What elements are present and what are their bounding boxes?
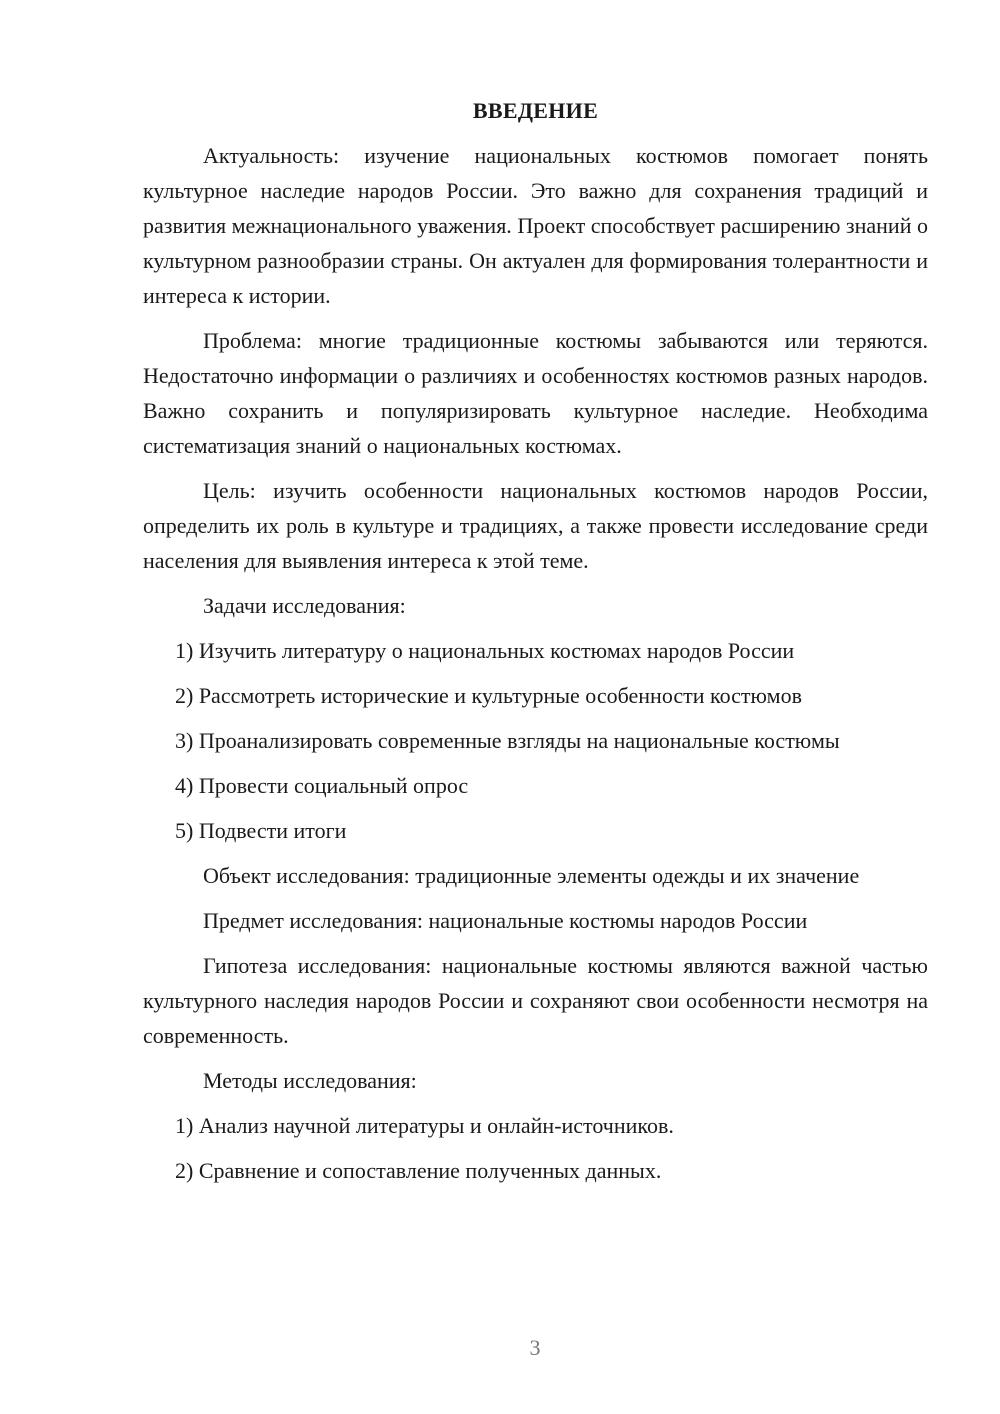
problem-paragraph: Проблема: многие традиционные костюмы забываются или теряются. Недостаточно информации о различиях и особенностях костюмов разных народов. Важно сохранить и популяризировать культурное наследие. Необходима систематизация знаний о национальных костюмах. <box>143 328 928 458</box>
task-item: 4) Провести социальный опрос <box>175 773 469 798</box>
task-item: 5) Подвести итоги <box>175 818 347 843</box>
task-item: 3) Проанализировать современные взгляды на национальные костюмы <box>175 728 840 753</box>
methods-heading: Методы исследования: <box>203 1068 417 1093</box>
task-item: 2) Рассмотреть исторические и культурные особенности костюмов <box>175 683 802 708</box>
subject-paragraph: Предмет исследования: национальные костюмы народов России <box>203 908 808 933</box>
relevance-paragraph: Актуальность: изучение национальных костюмов помогает понять культурное наследие народов России. Это важно для сохранения традиций и развития межнационального уважения. Проект способствует расширению знаний о культурном разнообразии страны. Он актуален для формирования толерантности и интереса к истории. <box>143 143 928 308</box>
section-title: ВВЕДЕНИЕ <box>472 98 599 123</box>
tasks-heading: Задачи исследования: <box>203 593 406 618</box>
document-page <box>143 96 928 1198</box>
method-item: 1) Анализ научной литературы и онлайн-источников. <box>175 1113 674 1138</box>
goal-paragraph: Цель: изучить особенности национальных костюмов народов России, определить их роль в культуре и традициях, а также провести исследование среди населения для выявления интереса к этой теме. <box>143 478 928 573</box>
object-paragraph: Объект исследования: традиционные элементы одежды и их значение <box>203 863 860 888</box>
method-item: 2) Сравнение и сопоставление полученных данных. <box>175 1158 662 1183</box>
task-item: 1) Изучить литературу о национальных костюмах народов России <box>175 638 795 663</box>
page-number: 3 <box>529 1335 541 1360</box>
hypothesis-paragraph: Гипотеза исследования: национальные костюмы являются важной частью культурного наследия народов России и сохраняют свои особенности несмотря на современность. <box>143 953 928 1048</box>
